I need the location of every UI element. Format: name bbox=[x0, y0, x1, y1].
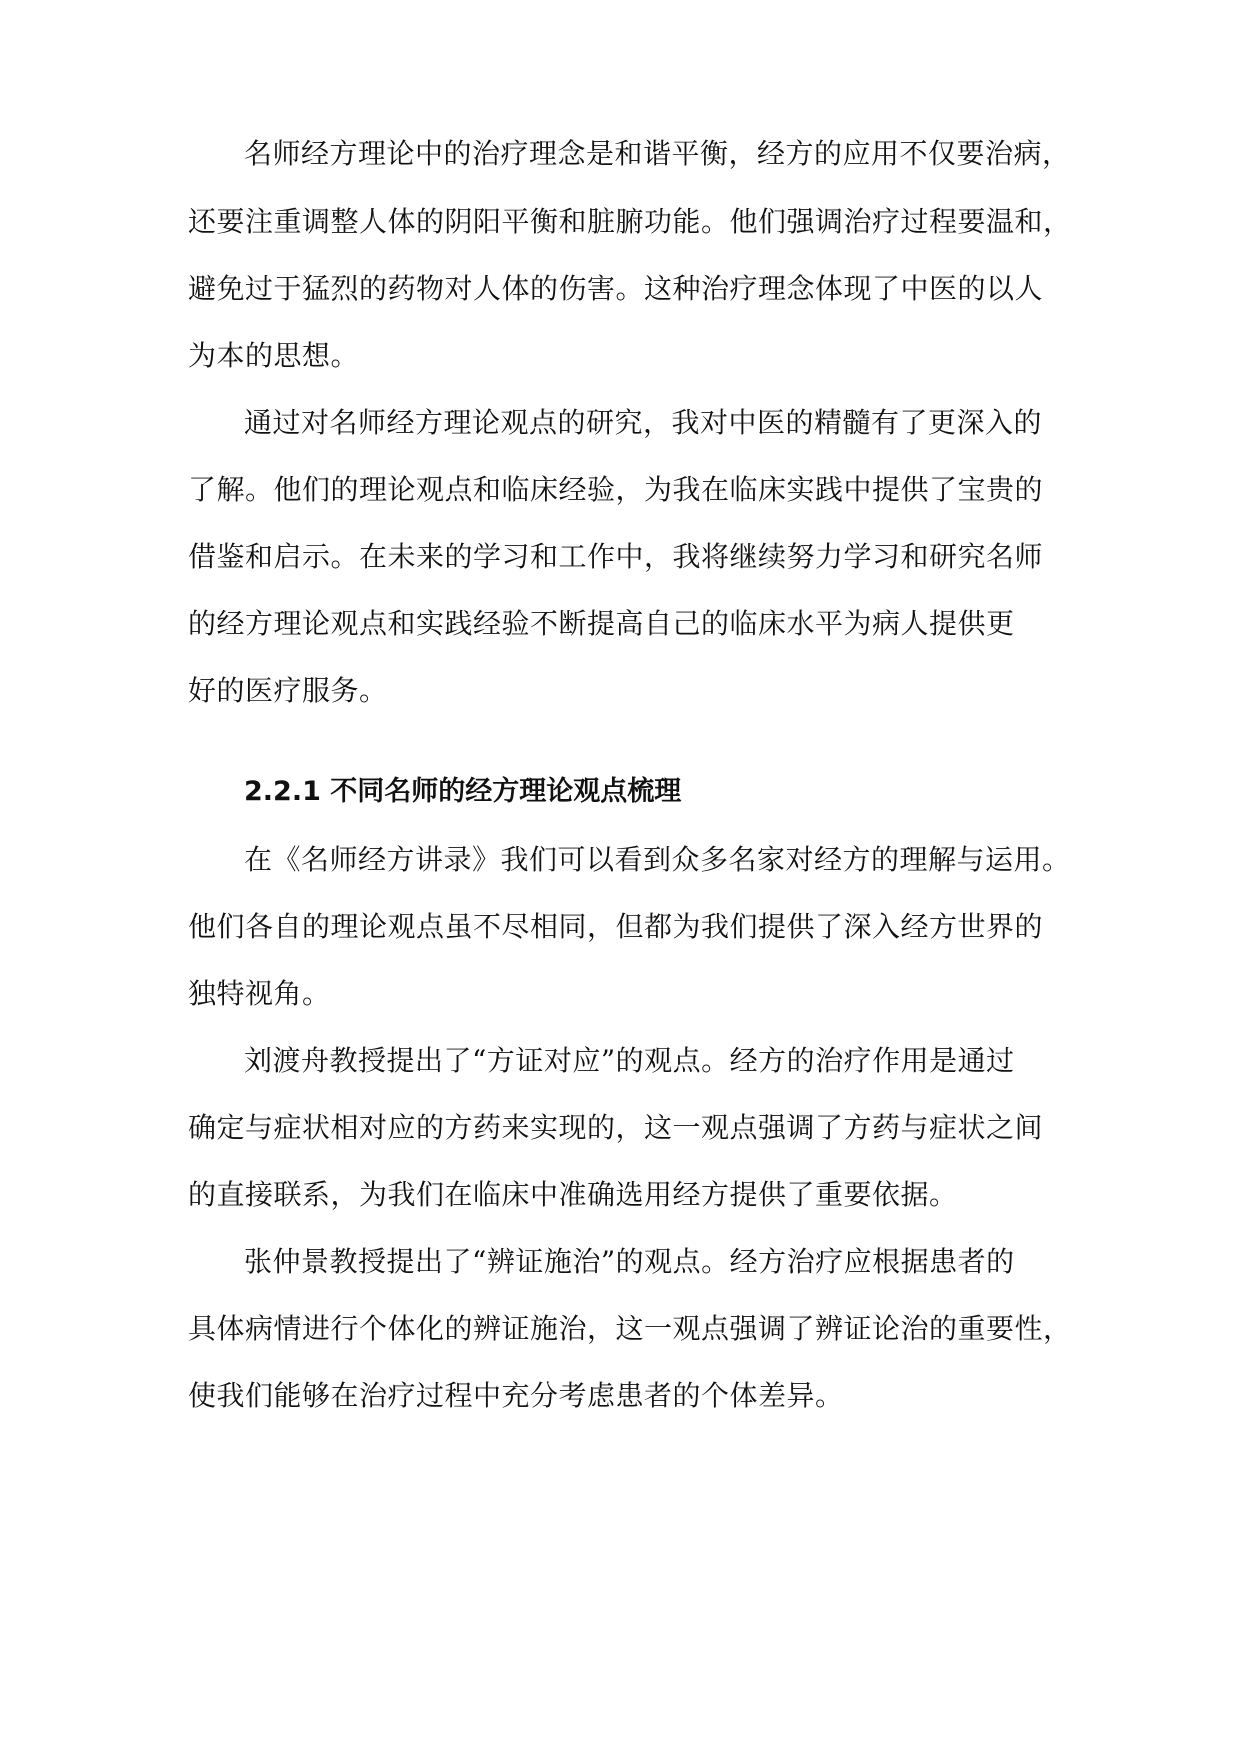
paragraph-line: 的直接联系，为我们在临床中准确选用经方提供了重要依据。 bbox=[188, 1178, 958, 1211]
paragraph-line: 还要注重调整人体的阴阳平衡和脏腑功能。他们强调治疗过程要温和， bbox=[188, 205, 1072, 238]
section-heading bbox=[244, 774, 681, 810]
paragraph-line: 名师经方理论中的治疗理念是和谐平衡，经方的应用不仅要治病， bbox=[244, 137, 1071, 170]
paragraph-line: 的经方理论观点和实践经验不断提高自己的临床水平为病人提供更 bbox=[188, 607, 1015, 640]
paragraph-line: 独特视角。 bbox=[188, 977, 331, 1010]
paragraph-line: 刘渡舟教授提出了“方证对应”的观点。经方的治疗作用是通过 bbox=[244, 1044, 1015, 1077]
paragraph-line: 好的医疗服务。 bbox=[188, 674, 388, 707]
paragraph-line: 了解。他们的理论观点和临床经验，为我在临床实践中提供了宝贵的 bbox=[188, 473, 1044, 506]
paragraph-line: 确定与症状相对应的方药来实现的，这一观点强调了方药与症状之间 bbox=[188, 1111, 1044, 1144]
paragraph-line: 通过对名师经方理论观点的研究，我对中医的精髓有了更深入的 bbox=[244, 406, 1043, 439]
paragraph-line: 避免过于猛烈的药物对人体的伤害。这种治疗理念体现了中医的以人 bbox=[188, 272, 1044, 305]
paragraph-line: 借鉴和启示。在未来的学习和工作中，我将继续努力学习和研究名师 bbox=[188, 540, 1044, 573]
paragraph-line: 为本的思想。 bbox=[188, 339, 360, 372]
paragraph-line: 他们各自的理论观点虽不尽相同，但都为我们提供了深入经方世界的 bbox=[188, 910, 1044, 943]
section-title: 不同名师的经方理论观点梳理 bbox=[330, 776, 682, 807]
paragraph-line: 张仲景教授提出了“辨证施治”的观点。经方治疗应根据患者的 bbox=[244, 1245, 1015, 1278]
paragraph-line: 具体病情进行个体化的辨证施治，这一观点强调了辨证论治的重要性， bbox=[188, 1312, 1072, 1345]
section-number: 2.2.1 bbox=[244, 776, 321, 807]
paragraph-line: 在《名师经方讲录》我们可以看到众多名家对经方的理解与运用。 bbox=[244, 843, 1071, 876]
paragraph-line: 使我们能够在治疗过程中充分考虑患者的个体差异。 bbox=[188, 1379, 844, 1412]
